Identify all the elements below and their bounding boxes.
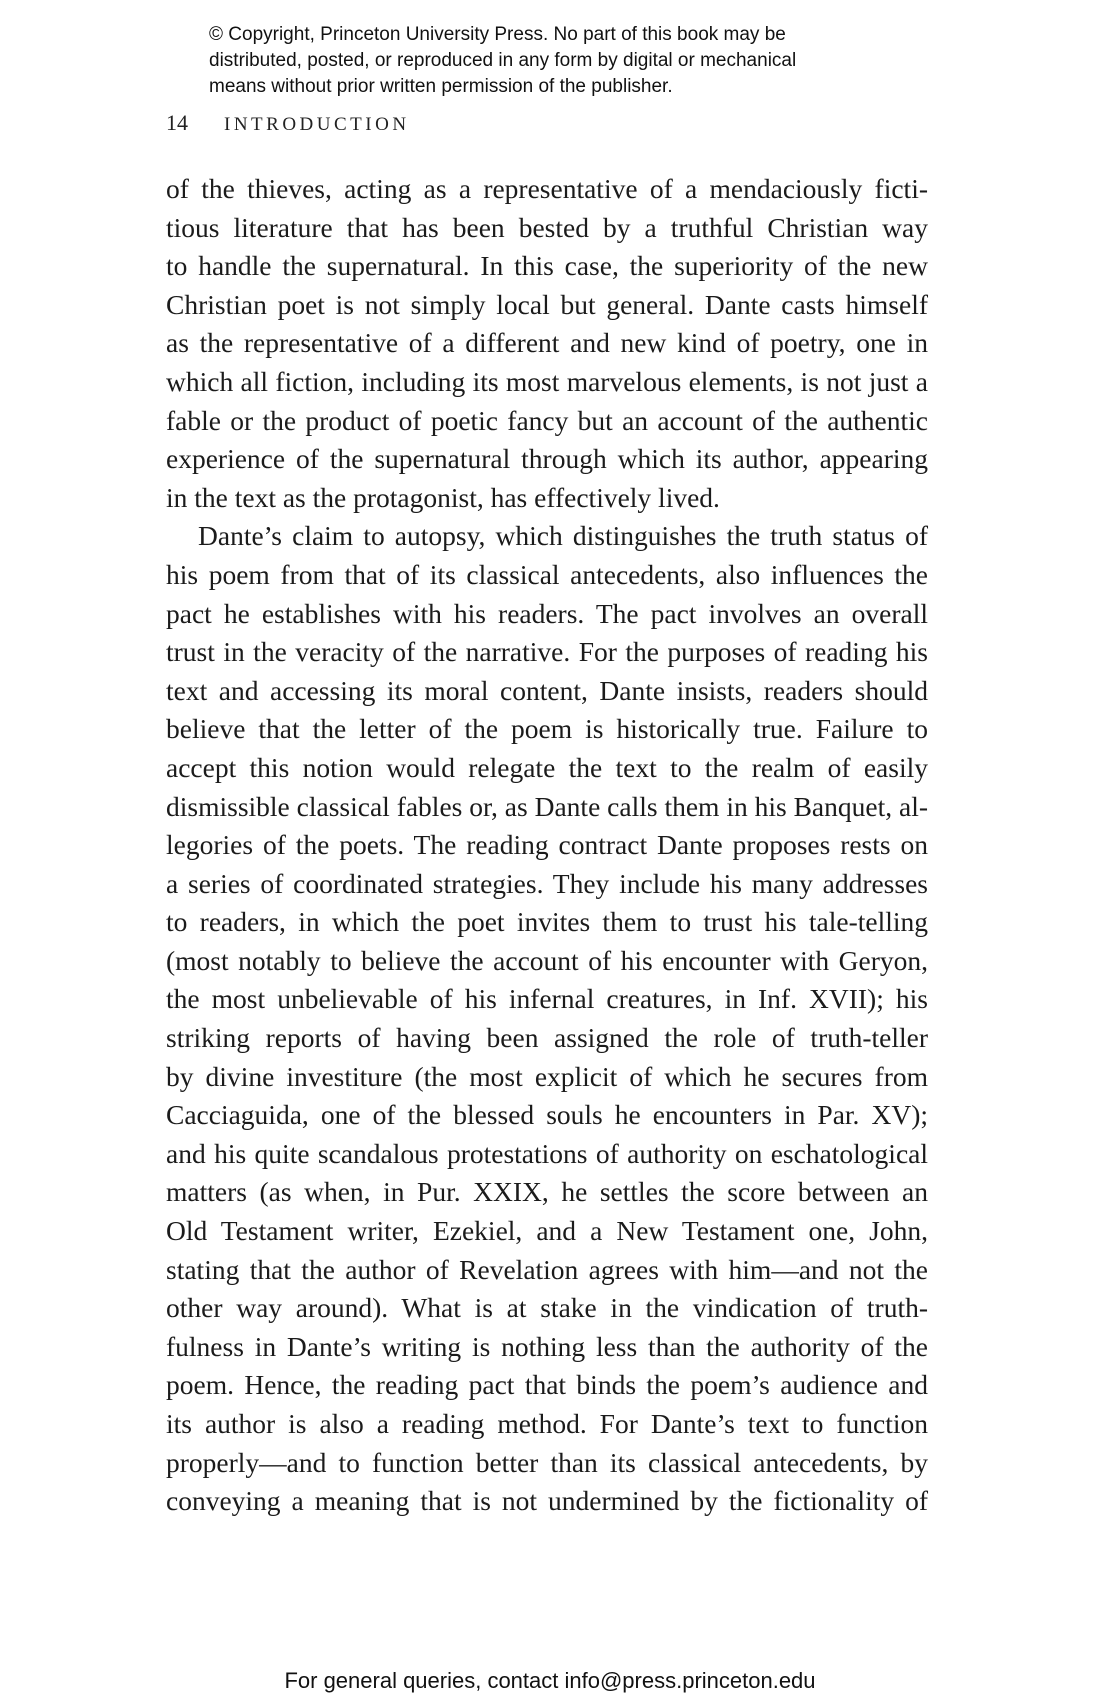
text-line: tious literature that has been bested by a truthful Christian way: [166, 211, 928, 243]
text-line: the most unbelievable of his infernal creatures, in Inf. XVII); his: [166, 983, 928, 1015]
text-line: to readers, in which the poet invites them to trust his tale-telling: [166, 906, 928, 938]
text-line: a series of coordinated strategies. They include his many addresses: [166, 867, 928, 899]
text-line: in the text as the protagonist, has effectively lived.: [166, 481, 720, 513]
copyright-line: means without prior written permission of the publisher.: [209, 76, 673, 97]
text-line: Old Testament writer, Ezekiel, and a New Testament one, John,: [166, 1215, 928, 1247]
text-line: accept this notion would relegate the text to the realm of easily: [166, 751, 928, 783]
text-line: its author is also a reading method. For Dante’s text to function: [166, 1408, 928, 1439]
copyright-notice: [209, 22, 1009, 100]
text-line: his poem from that of its classical antecedents, also influences the: [166, 558, 928, 590]
text-line: experience of the supernatural through which its author, appearing: [166, 443, 928, 475]
text-line: pact he establishes with his readers. The pact involves an overall: [166, 597, 928, 629]
body-text: [166, 170, 928, 1521]
text-line: of the thieves, acting as a representative of a mendaciously ficti-: [166, 173, 928, 204]
text-line: striking reports of having been assigned the role of truth-teller: [166, 1022, 928, 1054]
text-line: Christian poet is not simply local but general. Dante casts himself: [166, 288, 928, 320]
text-line: fable or the product of poetic fancy but an account of the authentic: [166, 404, 928, 436]
text-line: by divine investiture (the most explicit of which he secures from: [166, 1060, 928, 1092]
text-line: and his quite scandalous protestations of authority on eschatological: [166, 1137, 928, 1169]
text-line: properly—and to function better than its classical antecedents, by: [166, 1446, 928, 1478]
text-line: matters (as when, in Pur. XXIX, he settles the score between an: [166, 1176, 928, 1208]
text-line: Cacciaguida, one of the blessed souls he encounters in Par. XV);: [166, 1099, 928, 1131]
text-line: Dante’s claim to autopsy, which distinguishes the truth status of: [198, 520, 928, 552]
text-line: to handle the supernatural. In this case, the superiority of the new: [166, 250, 928, 282]
text-line: text and accessing its moral content, Dante insists, readers should: [166, 674, 928, 706]
copyright-line: distributed, posted, or reproduced in any form by digital or mechanical: [209, 50, 797, 71]
contact-footer: For general queries, contact info@press.princeton.edu: [284, 1668, 816, 1693]
text-line: fulness in Dante’s writing is nothing less than the authority of the: [166, 1330, 928, 1362]
text-line: legories of the poets. The reading contract Dante proposes rests on: [166, 829, 928, 861]
text-line: conveying a meaning that is not undermined by the fictionality of: [166, 1485, 928, 1517]
text-line: poem. Hence, the reading pact that binds the poem’s audience and: [166, 1369, 928, 1401]
text-line: dismissible classical fables or, as Dante calls them in his Banquet, al-: [166, 790, 928, 822]
text-line: as the representative of a different and new kind of poetry, one in: [166, 327, 928, 359]
text-line: trust in the veracity of the narrative. For the purposes of reading his: [166, 636, 928, 668]
section-title: INTRODUCTION: [224, 114, 410, 135]
text-line: stating that the author of Revelation agrees with him—and not the: [166, 1253, 928, 1285]
text-line: which all fiction, including its most marvelous elements, is not just a: [166, 365, 928, 397]
running-head: [166, 110, 410, 136]
text-line: believe that the letter of the poem is historically true. Failure to: [166, 713, 928, 745]
text-line: other way around). What is at stake in the vindication of truth-: [166, 1292, 928, 1324]
page-number: 14: [166, 110, 188, 135]
copyright-line: © Copyright, Princeton University Press. No part of this book may be: [209, 24, 786, 45]
text-line: (most notably to believe the account of his encounter with Geryon,: [166, 944, 928, 976]
